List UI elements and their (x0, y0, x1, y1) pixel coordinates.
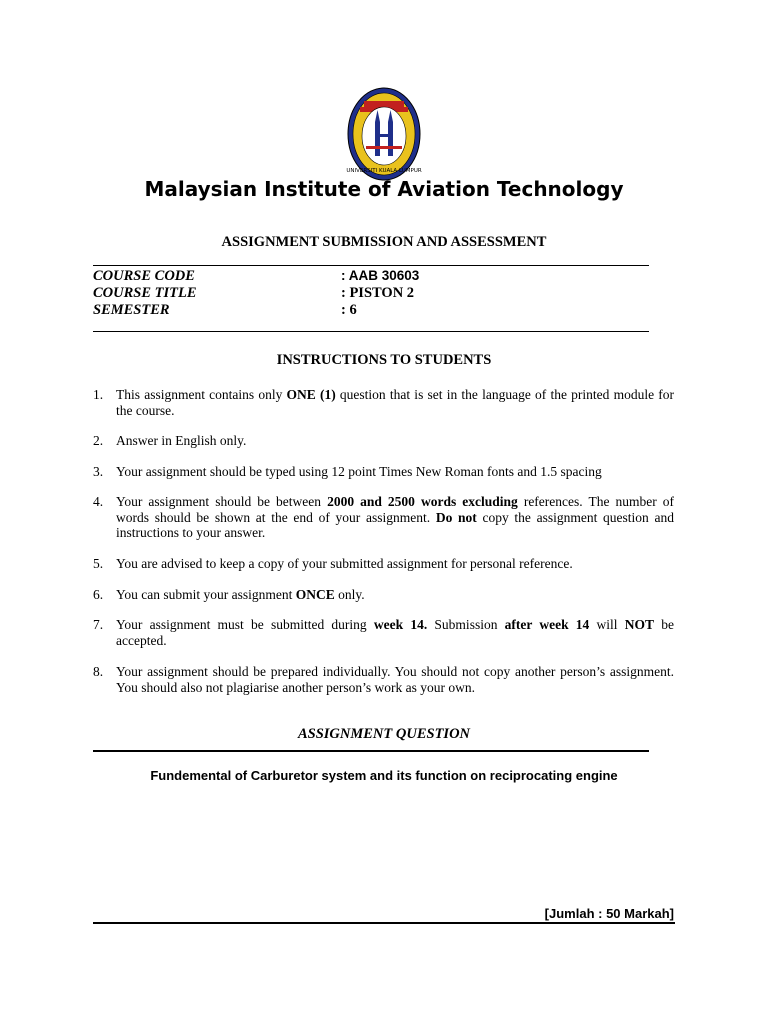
instruction-text: Your assignment should be typed using 12 point Times New Roman fonts and 1.5 spacing (116, 464, 602, 479)
divider (93, 331, 649, 332)
instruction-text: You can submit your assignment ONCE only. (116, 587, 365, 602)
instruction-text: Answer in English only. (116, 433, 247, 448)
instruction-item (93, 556, 674, 572)
total-marks: [Jumlah : 50 Markah] (544, 906, 674, 921)
divider (93, 922, 675, 924)
semester-label: SEMESTER (93, 302, 170, 318)
instruction-number: 3. (93, 464, 104, 479)
instruction-number: 8. (93, 664, 104, 679)
instruction-text: Your assignment must be submitted during week 14. Submission after week 14 will NOT be accepted. (116, 617, 674, 648)
instruction-text: Your assignment should be prepared individually. You should not copy another person’s assignment. You should also not plagiarise another person’s work as your own. (116, 664, 674, 695)
instruction-number: 4. (93, 494, 104, 509)
course-title-value: : PISTON 2 (341, 285, 415, 301)
semester-value: : 6 (341, 302, 357, 318)
instruction-number: 7. (93, 617, 104, 632)
institute-name: Malaysian Institute of Aviation Technology (144, 177, 624, 201)
assignment-question: Fundemental of Carburetor system and its function on reciprocating engine (150, 768, 618, 783)
instruction-item (93, 464, 674, 480)
instruction-item (93, 664, 674, 695)
instructions-heading: INSTRUCTIONS TO STUDENTS (276, 352, 492, 368)
instruction-number: 1. (93, 387, 104, 402)
instruction-item (93, 587, 674, 603)
instruction-item (93, 617, 674, 648)
logo-text: UNIVERSITI KUALA LUMPUR (346, 168, 422, 174)
course-title-label: COURSE TITLE (93, 285, 197, 301)
form-subtitle: ASSIGNMENT SUBMISSION AND ASSESSMENT (221, 234, 547, 250)
divider (93, 750, 649, 752)
instruction-text: Your assignment should be between 2000 and 2500 words excluding references. The number of words should be shown at the end of your assignment. Do not copy the assignment question and instructions to your answer. (116, 494, 675, 540)
instruction-number: 6. (93, 587, 104, 602)
question-heading: ASSIGNMENT QUESTION (297, 726, 471, 742)
instruction-text: This assignment contains only ONE (1) question that is set in the language of the printed module for the course. (116, 387, 675, 418)
instruction-text: You are advised to keep a copy of your submitted assignment for personal reference. (116, 556, 573, 571)
instruction-item (93, 494, 674, 541)
instruction-number: 5. (93, 556, 104, 571)
instruction-item (93, 433, 674, 449)
instruction-number: 2. (93, 433, 104, 448)
instruction-item (93, 387, 674, 418)
divider (93, 265, 649, 266)
course-code-value: : AAB 30603 (341, 268, 420, 283)
course-code-label: COURSE CODE (93, 268, 195, 284)
university-logo (346, 86, 422, 182)
